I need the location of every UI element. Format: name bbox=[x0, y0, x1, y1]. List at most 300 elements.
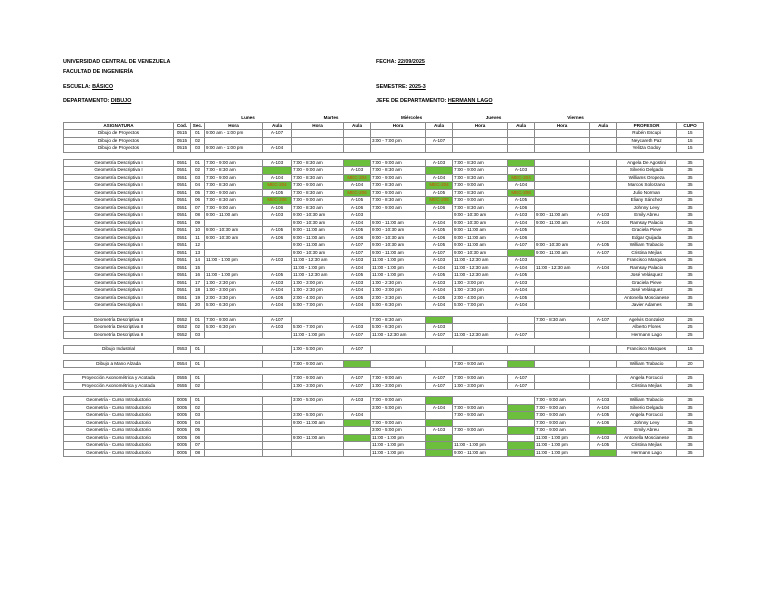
time-cell: 9:00 - 11:00 am bbox=[371, 219, 426, 227]
room-cell bbox=[263, 427, 292, 435]
subject-cell: Geometría - Curso Introductorio bbox=[64, 427, 174, 435]
time-cell bbox=[205, 219, 263, 227]
code-cell: 0551 bbox=[174, 234, 191, 242]
time-cell bbox=[535, 257, 590, 265]
time-cell: 11:00 - 12:30 am bbox=[453, 257, 508, 265]
time-cell: 7:00 - 8:30 am bbox=[371, 167, 426, 175]
room-cell bbox=[426, 316, 453, 324]
code-cell: 0005 bbox=[174, 449, 191, 457]
time-cell: 7:00 - 8:30 am bbox=[292, 174, 344, 182]
time-cell: 3:00 - 5:00 pm bbox=[371, 427, 426, 435]
room-cell bbox=[263, 219, 292, 227]
spacer-row bbox=[64, 390, 704, 397]
time-cell bbox=[535, 287, 590, 295]
professor-cell: Yelitza Godoy bbox=[617, 145, 677, 153]
room-cell: A-105 bbox=[590, 412, 617, 420]
time-cell: 9:00 am - 1:00 pm bbox=[205, 145, 263, 153]
time-cell: 7:00 - 9:00 am bbox=[371, 189, 426, 197]
time-cell bbox=[453, 137, 508, 145]
room-cell bbox=[508, 346, 535, 354]
time-cell: 11:00 - 12:30 am bbox=[453, 331, 508, 339]
time-cell: 11:00 - 12:30 am bbox=[453, 264, 508, 272]
time-cell bbox=[535, 279, 590, 287]
table-row bbox=[64, 397, 704, 405]
capacity-cell: 35 bbox=[677, 257, 704, 265]
time-cell: 3:00 - 5:00 pm bbox=[292, 397, 344, 405]
professor-cell: Graciela Pieve bbox=[617, 227, 677, 235]
time-cell bbox=[453, 316, 508, 324]
time-cell: 9:00 - 10:30 am bbox=[371, 242, 426, 250]
professor-cell: Francisco Marques bbox=[617, 346, 677, 354]
code-cell: 0551 bbox=[174, 189, 191, 197]
time-cell: 7:00 - 8:30 am bbox=[205, 182, 263, 190]
table-row bbox=[64, 404, 704, 412]
capacity-cell: 35 bbox=[677, 294, 704, 302]
room-cell bbox=[426, 167, 453, 175]
code-cell: 0005 bbox=[174, 427, 191, 435]
day-spacer bbox=[64, 115, 205, 122]
professor-cell: Rubén Escupi bbox=[617, 130, 677, 138]
section-cell: 03 bbox=[191, 331, 205, 339]
subject-cell: Dibujo a Mano Alzada bbox=[64, 360, 174, 368]
time-cell bbox=[205, 449, 263, 457]
time-cell bbox=[535, 331, 590, 339]
time-cell: 9:00 - 11:00 am bbox=[453, 227, 508, 235]
room-cell: A-107 bbox=[508, 242, 535, 250]
capacity-cell: 35 bbox=[677, 434, 704, 442]
time-cell bbox=[371, 130, 426, 138]
room-cell bbox=[508, 434, 535, 442]
section-cell: 02 bbox=[191, 404, 205, 412]
subject-cell: Dibujo de Proyectos bbox=[64, 130, 174, 138]
time-cell: 7:00 - 9:00 am bbox=[292, 360, 344, 368]
table-row bbox=[64, 382, 704, 390]
time-cell: 9:00 am - 1:00 pm bbox=[205, 130, 263, 138]
section-cell: 09 bbox=[191, 219, 205, 227]
professor-cell: Emily Abreu bbox=[617, 427, 677, 435]
time-cell: 7:00 - 9:00 am bbox=[371, 204, 426, 212]
time-cell: 1:00 - 3:00 pm bbox=[292, 279, 344, 287]
room-cell: A-103 bbox=[426, 324, 453, 332]
code-cell: 0551 bbox=[174, 182, 191, 190]
subject-cell: Geometría - Curso Introductorio bbox=[64, 434, 174, 442]
room-cell bbox=[590, 145, 617, 153]
time-cell: 9:00 - 10:30 am bbox=[371, 227, 426, 235]
subject-cell: Dibujo de Proyectos bbox=[64, 145, 174, 153]
subject-cell: Geometría - Curso Introductorio bbox=[64, 449, 174, 457]
capacity-cell: 35 bbox=[677, 234, 704, 242]
room-cell: A-107 bbox=[426, 137, 453, 145]
table-row bbox=[64, 449, 704, 457]
room-cell bbox=[426, 346, 453, 354]
room-cell: MEC-204 bbox=[263, 182, 292, 190]
room-cell bbox=[263, 412, 292, 420]
time-cell bbox=[205, 375, 263, 383]
capacity-cell: 25 bbox=[677, 324, 704, 332]
time-cell: 7:00 - 9:00 am bbox=[453, 167, 508, 175]
time-cell: 9:00 - 11:00 am bbox=[535, 219, 590, 227]
table-row bbox=[64, 130, 704, 138]
time-cell bbox=[535, 145, 590, 153]
room-cell: A-105 bbox=[426, 227, 453, 235]
time-cell bbox=[205, 346, 263, 354]
capacity-cell: 35 bbox=[677, 219, 704, 227]
room-cell bbox=[263, 404, 292, 412]
time-cell: 7:00 - 9:00 am bbox=[371, 419, 426, 427]
time-cell: 9:00 - 10:30 am bbox=[205, 234, 263, 242]
room-cell: A-103 bbox=[508, 167, 535, 175]
room-cell bbox=[426, 145, 453, 153]
time-cell: 9:00 - 11:00 am bbox=[292, 434, 344, 442]
section-cell: 04 bbox=[191, 182, 205, 190]
table-row bbox=[64, 137, 704, 145]
room-cell: A-104 bbox=[426, 404, 453, 412]
room-cell: A-104 bbox=[508, 219, 535, 227]
professor-cell: Angela De Agostini bbox=[617, 159, 677, 167]
room-cell: A-103 bbox=[426, 257, 453, 265]
subject-cell: Geometría Descriptiva I bbox=[64, 219, 174, 227]
subject-cell: Dibujo Industrial bbox=[64, 346, 174, 354]
room-cell bbox=[426, 360, 453, 368]
professor-cell: William Trabacio bbox=[617, 242, 677, 250]
room-cell: A-104 bbox=[344, 287, 371, 295]
professor-cell: Silverio Delgado bbox=[617, 404, 677, 412]
spacer-cell bbox=[64, 309, 704, 316]
table-row bbox=[64, 257, 704, 265]
room-cell bbox=[263, 434, 292, 442]
table-row bbox=[64, 412, 704, 420]
room-cell bbox=[590, 449, 617, 457]
table-row bbox=[64, 442, 704, 450]
room-cell: A-103 bbox=[263, 324, 292, 332]
room-cell: A-105 bbox=[263, 189, 292, 197]
capacity-cell: 35 bbox=[677, 249, 704, 257]
room-cell: A-105 bbox=[508, 272, 535, 280]
table-row bbox=[64, 279, 704, 287]
time-cell bbox=[371, 145, 426, 153]
header-school bbox=[63, 84, 113, 91]
spacer-row bbox=[64, 152, 704, 159]
room-cell: A-104 bbox=[426, 287, 453, 295]
time-cell bbox=[453, 145, 508, 153]
room-cell: A-105 bbox=[508, 294, 535, 302]
time-cell bbox=[453, 397, 508, 405]
schedule-table bbox=[63, 115, 704, 457]
spacer-cell bbox=[64, 339, 704, 346]
spacer-row bbox=[64, 339, 704, 346]
department-head-label: JEFE DE DEPARTAMENTO: bbox=[376, 98, 447, 104]
room-cell bbox=[426, 212, 453, 220]
time-cell bbox=[371, 346, 426, 354]
professor-cell: Emily Abreu bbox=[617, 212, 677, 220]
time-cell: 5:00 - 7:00 pm bbox=[292, 324, 344, 332]
time-cell: 11:00 - 1:00 pm bbox=[371, 264, 426, 272]
section-cell: 02 bbox=[191, 137, 205, 145]
time-cell bbox=[205, 427, 263, 435]
day-label: Lunes bbox=[205, 115, 292, 122]
time-cell: 11:00 - 12:30 am bbox=[453, 272, 508, 280]
professor-cell: José Velásquez bbox=[617, 287, 677, 295]
room-cell bbox=[590, 227, 617, 235]
room-cell bbox=[426, 442, 453, 450]
room-cell bbox=[263, 264, 292, 272]
code-cell: 0555 bbox=[174, 382, 191, 390]
professor-cell: Johnny Levy bbox=[617, 419, 677, 427]
room-cell bbox=[590, 167, 617, 175]
time-cell bbox=[453, 130, 508, 138]
professor-cell: Ramsay Palacio bbox=[617, 264, 677, 272]
time-cell: 11:00 - 1:00 pm bbox=[205, 272, 263, 280]
time-cell: 2:00 - 4:00 pm bbox=[292, 294, 344, 302]
time-cell: 7:00 - 8:30 am bbox=[205, 167, 263, 175]
room-cell: A-105 bbox=[426, 189, 453, 197]
professor-cell: Javier Adames bbox=[617, 302, 677, 310]
time-cell: 11:00 - 12:30 am bbox=[292, 272, 344, 280]
time-cell: 9:00 - 10:30 am bbox=[535, 242, 590, 250]
section-cell: 04 bbox=[191, 419, 205, 427]
room-cell bbox=[426, 449, 453, 457]
professor-cell: Cristina Mejías bbox=[617, 442, 677, 450]
time-cell bbox=[371, 212, 426, 220]
time-cell: 11:00 - 12:30 am bbox=[292, 257, 344, 265]
professor-cell: Graciela Pieve bbox=[617, 279, 677, 287]
header-department-head bbox=[376, 98, 493, 105]
professor-cell: Cristina Mejías bbox=[617, 249, 677, 257]
table-row bbox=[64, 219, 704, 227]
column-header: Hora bbox=[535, 122, 590, 130]
time-cell: 11:00 - 1:00 pm bbox=[371, 442, 426, 450]
subject-cell: Geometría Descriptiva II bbox=[64, 324, 174, 332]
time-cell bbox=[453, 324, 508, 332]
time-cell: 9:00 - 10:30 am bbox=[453, 212, 508, 220]
room-cell: A-107 bbox=[426, 375, 453, 383]
time-cell bbox=[205, 412, 263, 420]
room-cell: A-104 bbox=[344, 302, 371, 310]
subject-cell: Geometría - Curso Introductorio bbox=[64, 442, 174, 450]
room-cell: A-103 bbox=[344, 324, 371, 332]
room-cell bbox=[508, 412, 535, 420]
day-label: Viernes bbox=[535, 115, 617, 122]
time-cell: 1:00 - 3:00 pm bbox=[371, 287, 426, 295]
time-cell: 2:00 - 3:30 pm bbox=[205, 294, 263, 302]
code-cell: 0552 bbox=[174, 324, 191, 332]
time-cell bbox=[205, 404, 263, 412]
time-cell: 7:00 - 9:00 am bbox=[292, 197, 344, 205]
room-cell: A-104 bbox=[263, 287, 292, 295]
room-cell: A-104 bbox=[590, 264, 617, 272]
section-cell: 02 bbox=[191, 324, 205, 332]
capacity-cell: 35 bbox=[677, 412, 704, 420]
room-cell: MEC-206 bbox=[263, 197, 292, 205]
section-cell: 03 bbox=[191, 412, 205, 420]
room-cell: A-103 bbox=[263, 212, 292, 220]
room-cell: A-106 bbox=[508, 234, 535, 242]
time-cell bbox=[292, 442, 344, 450]
date-value: 22/09/2025 bbox=[397, 59, 425, 65]
subject-cell: Dibujo de Proyectos bbox=[64, 137, 174, 145]
time-cell: 7:00 - 9:00 am bbox=[535, 427, 590, 435]
time-cell: 7:00 - 9:00 am bbox=[453, 360, 508, 368]
time-cell bbox=[535, 167, 590, 175]
time-cell: 3:00 - 5:00 pm bbox=[292, 412, 344, 420]
room-cell: A-103 bbox=[263, 159, 292, 167]
room-cell: MEC-206 bbox=[344, 189, 371, 197]
code-cell: 0551 bbox=[174, 249, 191, 257]
department-value: DIBUJO bbox=[110, 98, 132, 104]
time-cell: 7:00 - 9:00 am bbox=[205, 159, 263, 167]
spacer-cell bbox=[64, 152, 704, 159]
room-cell bbox=[590, 382, 617, 390]
room-cell bbox=[344, 360, 371, 368]
room-cell bbox=[508, 145, 535, 153]
room-cell bbox=[426, 419, 453, 427]
room-cell: A-105 bbox=[344, 272, 371, 280]
professor-cell: William Trabacio bbox=[617, 360, 677, 368]
time-cell bbox=[535, 227, 590, 235]
table-row bbox=[64, 204, 704, 212]
section-cell: 02 bbox=[191, 167, 205, 175]
room-cell bbox=[263, 137, 292, 145]
code-cell: 0551 bbox=[174, 212, 191, 220]
time-cell: 7:00 - 9:00 am bbox=[371, 375, 426, 383]
capacity-cell: 15 bbox=[677, 137, 704, 145]
room-cell: A-105 bbox=[426, 242, 453, 250]
capacity-cell: 15 bbox=[677, 145, 704, 153]
room-cell: A-107 bbox=[344, 249, 371, 257]
section-cell: 01 bbox=[191, 130, 205, 138]
code-cell: 0005 bbox=[174, 412, 191, 420]
time-cell: 7:00 - 9:00 am bbox=[292, 375, 344, 383]
room-cell: A-107 bbox=[344, 375, 371, 383]
day-spacer bbox=[617, 115, 704, 122]
room-cell bbox=[590, 427, 617, 435]
day-label: Miércoles bbox=[371, 115, 453, 122]
room-cell bbox=[590, 159, 617, 167]
section-cell: 18 bbox=[191, 287, 205, 295]
room-cell: A-106 bbox=[263, 204, 292, 212]
capacity-cell: 35 bbox=[677, 159, 704, 167]
time-cell: 7:00 - 9:00 am bbox=[205, 204, 263, 212]
time-cell: 2:00 - 3:30 pm bbox=[371, 294, 426, 302]
table-row bbox=[64, 159, 704, 167]
room-cell: A-107 bbox=[344, 242, 371, 250]
table-row bbox=[64, 242, 704, 250]
subject-cell: Proyección Axonométrica y Acotada bbox=[64, 382, 174, 390]
time-cell: 7:00 - 9:00 am bbox=[205, 189, 263, 197]
room-cell: A-103 bbox=[344, 167, 371, 175]
room-cell bbox=[508, 449, 535, 457]
time-cell bbox=[205, 242, 263, 250]
column-header-row bbox=[64, 122, 704, 130]
time-cell bbox=[535, 272, 590, 280]
room-cell: A-105 bbox=[263, 227, 292, 235]
capacity-cell: 35 bbox=[677, 449, 704, 457]
time-cell bbox=[205, 442, 263, 450]
room-cell bbox=[344, 404, 371, 412]
room-cell bbox=[508, 427, 535, 435]
professor-cell: Hermann Lago bbox=[617, 331, 677, 339]
code-cell: 0005 bbox=[174, 397, 191, 405]
school-value: BÁSICO bbox=[92, 84, 114, 90]
capacity-cell: 25 bbox=[677, 375, 704, 383]
time-cell: 5:00 - 6:30 pm bbox=[371, 324, 426, 332]
room-cell: A-106 bbox=[344, 204, 371, 212]
spacer-row bbox=[64, 368, 704, 375]
subject-cell: Geometría Descriptiva I bbox=[64, 279, 174, 287]
subject-cell: Geometría Descriptiva II bbox=[64, 331, 174, 339]
subject-cell: Geometría Descriptiva I bbox=[64, 302, 174, 310]
room-cell: A-103 bbox=[344, 257, 371, 265]
room-cell bbox=[590, 375, 617, 383]
time-cell bbox=[205, 249, 263, 257]
subject-cell: Geometría - Curso Introductorio bbox=[64, 397, 174, 405]
time-cell: 11:00 - 1:00 pm bbox=[453, 442, 508, 450]
room-cell bbox=[508, 130, 535, 138]
time-cell: 9:00 - 11:00 am bbox=[453, 449, 508, 457]
section-cell: 15 bbox=[191, 264, 205, 272]
time-cell: 7:00 - 8:30 am bbox=[292, 189, 344, 197]
time-cell: 7:00 - 9:00 am bbox=[535, 412, 590, 420]
time-cell bbox=[535, 302, 590, 310]
room-cell: A-106 bbox=[344, 234, 371, 242]
header-date bbox=[376, 59, 425, 66]
room-cell bbox=[590, 346, 617, 354]
room-cell: A-104 bbox=[426, 264, 453, 272]
room-cell bbox=[590, 182, 617, 190]
table-row bbox=[64, 346, 704, 354]
time-cell: 9:00 - 11:00 am bbox=[371, 249, 426, 257]
time-cell: 7:00 - 9:00 am bbox=[371, 159, 426, 167]
time-cell: 11:00 - 1:00 pm bbox=[205, 257, 263, 265]
capacity-cell: 35 bbox=[677, 212, 704, 220]
professor-cell: Agelvis Gonzalez bbox=[617, 316, 677, 324]
room-cell: A-107 bbox=[508, 375, 535, 383]
code-cell: 0551 bbox=[174, 294, 191, 302]
capacity-cell: 35 bbox=[677, 427, 704, 435]
time-cell bbox=[535, 204, 590, 212]
capacity-cell: 35 bbox=[677, 404, 704, 412]
time-cell: 7:00 - 9:00 am bbox=[292, 182, 344, 190]
section-cell: 07 bbox=[191, 442, 205, 450]
room-cell bbox=[344, 419, 371, 427]
column-header: PROFESOR bbox=[617, 122, 677, 130]
professor-cell: William Trabacio bbox=[617, 397, 677, 405]
time-cell bbox=[535, 174, 590, 182]
table-row bbox=[64, 249, 704, 257]
capacity-cell: 35 bbox=[677, 419, 704, 427]
column-header: Aula bbox=[426, 122, 453, 130]
time-cell bbox=[453, 346, 508, 354]
room-cell bbox=[344, 137, 371, 145]
room-cell: MEC-206 bbox=[508, 189, 535, 197]
time-cell: 9:00 - 10:30 am bbox=[371, 234, 426, 242]
section-cell: 10 bbox=[191, 227, 205, 235]
time-cell: 1:00 - 3:00 pm bbox=[205, 287, 263, 295]
time-cell bbox=[292, 145, 344, 153]
time-cell bbox=[535, 360, 590, 368]
section-cell: 02 bbox=[191, 382, 205, 390]
room-cell: A-104 bbox=[508, 264, 535, 272]
time-cell: 3:00 - 7:00 pm bbox=[371, 137, 426, 145]
room-cell: A-104 bbox=[426, 174, 453, 182]
time-cell bbox=[292, 449, 344, 457]
time-cell: 7:00 - 9:00 am bbox=[453, 404, 508, 412]
time-cell: 5:00 - 6:30 pm bbox=[371, 302, 426, 310]
time-cell bbox=[535, 346, 590, 354]
time-cell bbox=[535, 137, 590, 145]
room-cell bbox=[508, 442, 535, 450]
time-cell: 1:00 - 3:00 pm bbox=[371, 382, 426, 390]
